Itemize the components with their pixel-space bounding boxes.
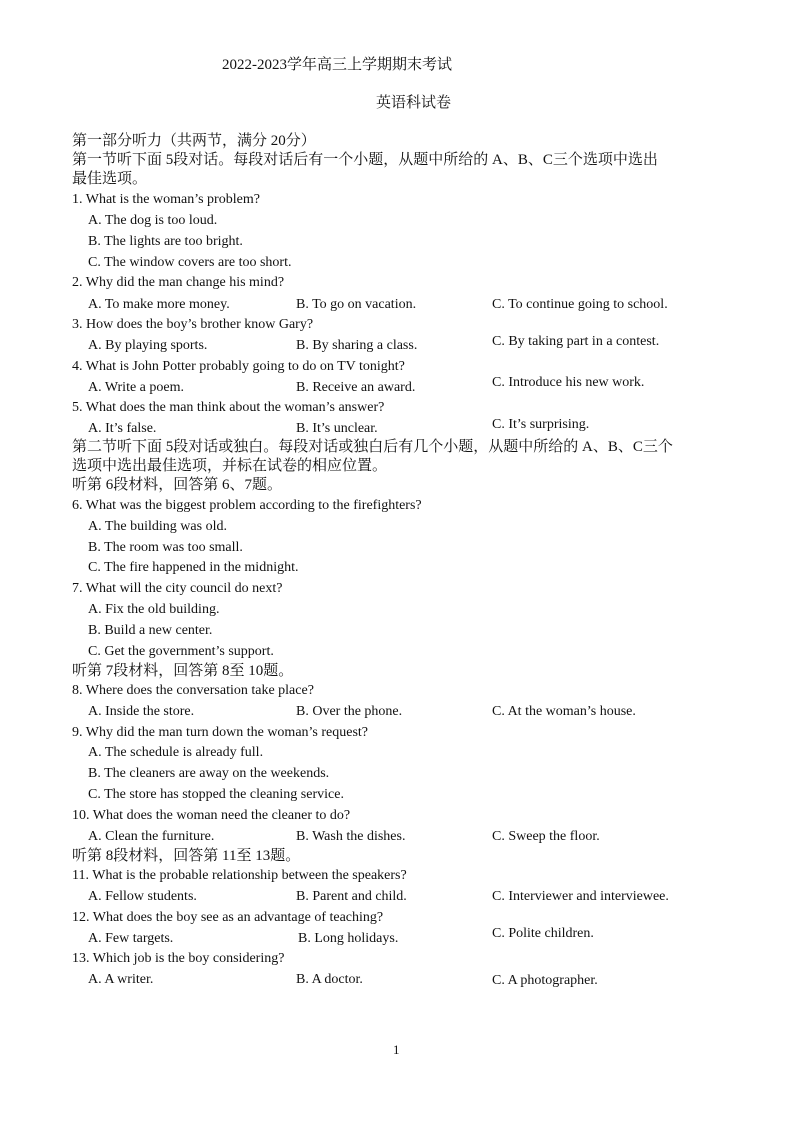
question-2-option-b: B. To go on vacation. xyxy=(296,297,417,312)
question-11-stem: 11. What is the probable relationship between the speakers? xyxy=(72,868,407,883)
question-13-stem: 13. Which job is the boy considering? xyxy=(72,951,285,966)
question-7-option-b: B. Build a new center. xyxy=(88,623,213,638)
exam-title: 2022-2023学年高三上学期期末考试 xyxy=(222,57,452,73)
question-9-option-b: B. The cleaners are away on the weekends. xyxy=(88,766,330,781)
question-10-option-a: A. Clean the furniture. xyxy=(88,829,215,844)
question-5-stem: 5. What does the man think about the woman’s answer? xyxy=(72,400,385,415)
question-7-option-c: C. Get the government’s support. xyxy=(88,644,274,659)
question-8-option-b: B. Over the phone. xyxy=(296,704,403,719)
question-13-option-b: B. A doctor. xyxy=(296,972,363,987)
question-12-option-c: C. Polite children. xyxy=(492,926,594,941)
question-11-option-b: B. Parent and child. xyxy=(296,889,407,904)
question-1-stem: 1. What is the woman’s problem? xyxy=(72,192,260,207)
question-12-stem: 12. What does the boy see as an advantage of teaching? xyxy=(72,910,384,925)
question-10-option-b: B. Wash the dishes. xyxy=(296,829,406,844)
page-number: 1 xyxy=(393,1042,400,1057)
question-1-option-b: B. The lights are too bright. xyxy=(88,234,243,249)
question-9-option-c: C. The store has stopped the cleaning service. xyxy=(88,787,344,802)
question-3-option-a: A. By playing sports. xyxy=(88,338,208,353)
material-7-heading: 听第 7段材料，回答第 8至 10题。 xyxy=(72,663,294,679)
question-11-option-a: A. Fellow students. xyxy=(88,889,197,904)
material-6-heading: 听第 6段材料，回答第 6、7题。 xyxy=(72,477,283,493)
question-1-option-a: A. The dog is too loud. xyxy=(88,213,218,228)
question-1-option-c: C. The window covers are too short. xyxy=(88,255,292,270)
question-10-option-c: C. Sweep the floor. xyxy=(492,829,600,844)
section2-instruction-cont: 选项中选出最佳选项，并标在试卷的相应位置。 xyxy=(72,458,388,474)
question-2-option-a: A. To make more money. xyxy=(88,297,230,312)
question-3-option-b: B. By sharing a class. xyxy=(296,338,418,353)
section1-instruction-cont: 最佳选项。 xyxy=(72,171,148,187)
question-5-option-a: A. It’s false. xyxy=(88,421,157,436)
question-12-option-a: A. Few targets. xyxy=(88,931,174,946)
question-4-option-b: B. Receive an award. xyxy=(296,380,416,395)
question-8-stem: 8. Where does the conversation take place? xyxy=(72,683,314,698)
question-5-option-c: C. It’s surprising. xyxy=(492,417,590,432)
section1-instruction: 第一节听下面 5段对话。每段对话后有一个小题，从题中所给的 A、B、C三个选项中选出 xyxy=(72,152,658,168)
question-4-option-a: A. Write a poem. xyxy=(88,380,184,395)
question-6-option-b: B. The room was too small. xyxy=(88,540,243,555)
section2-instruction: 第二节听下面 5段对话或独白。每段对话或独白后有几个小题，从题中所给的 A、B、C三个 xyxy=(72,439,673,455)
question-6-option-a: A. The building was old. xyxy=(88,519,227,534)
question-6-option-c: C. The fire happened in the midnight. xyxy=(88,560,299,575)
part1-heading: 第一部分听力（共两节，满分 20分） xyxy=(72,133,316,149)
question-7-option-a: A. Fix the old building. xyxy=(88,602,220,617)
subject-title: 英语科试卷 xyxy=(376,95,452,111)
question-4-stem: 4. What is John Potter probably going to do on TV tonight? xyxy=(72,359,405,374)
question-2-stem: 2. Why did the man change his mind? xyxy=(72,275,285,290)
question-3-stem: 3. How does the boy’s brother know Gary? xyxy=(72,317,314,332)
question-4-option-c: C. Introduce his new work. xyxy=(492,375,645,390)
question-13-option-a: A. A writer. xyxy=(88,972,154,987)
question-5-option-b: B. It’s unclear. xyxy=(296,421,378,436)
question-7-stem: 7. What will the city council do next? xyxy=(72,581,283,596)
question-8-option-c: C. At the woman’s house. xyxy=(492,704,636,719)
question-9-option-a: A. The schedule is already full. xyxy=(88,745,264,760)
material-8-heading: 听第 8段材料，回答第 11至 13题。 xyxy=(72,848,301,864)
question-3-option-c: C. By taking part in a contest. xyxy=(492,334,660,349)
question-13-option-c: C. A photographer. xyxy=(492,973,598,988)
question-2-option-c: C. To continue going to school. xyxy=(492,297,668,312)
question-10-stem: 10. What does the woman need the cleaner to do? xyxy=(72,808,351,823)
question-11-option-c: C. Interviewer and interviewee. xyxy=(492,889,669,904)
question-12-option-b: B. Long holidays. xyxy=(298,931,399,946)
question-6-stem: 6. What was the biggest problem according to the firefighters? xyxy=(72,498,422,513)
question-8-option-a: A. Inside the store. xyxy=(88,704,195,719)
question-9-stem: 9. Why did the man turn down the woman’s request? xyxy=(72,725,369,740)
